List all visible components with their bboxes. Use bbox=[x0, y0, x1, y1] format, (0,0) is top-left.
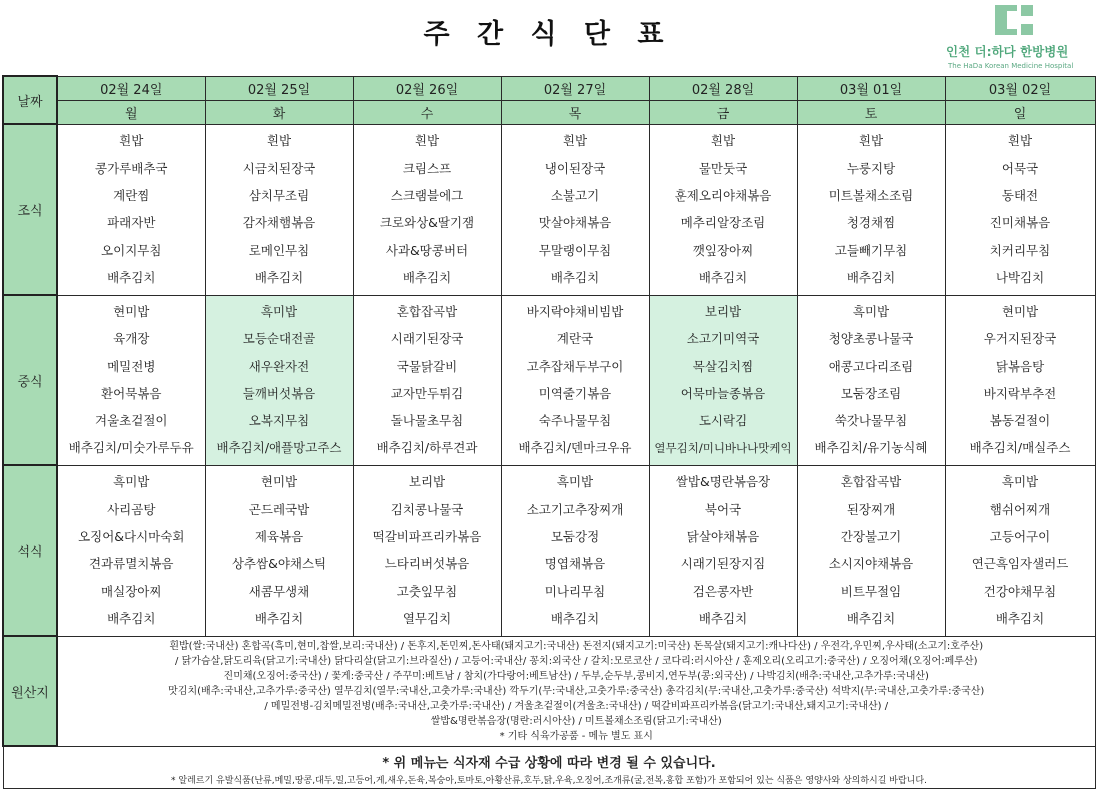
menu-item: 검은콩자반 bbox=[692, 583, 754, 599]
menu-item: 어묵마늘종볶음 bbox=[680, 385, 766, 401]
menu-item: 교자만두튀김 bbox=[390, 385, 464, 401]
menu-item: 흰밥 bbox=[1007, 133, 1033, 149]
menu-item: 흑미밥 bbox=[260, 304, 298, 320]
origin-label: 원산지 bbox=[3, 636, 57, 746]
date-cell: 03월 02일 bbox=[945, 76, 1095, 100]
lunch-cell bbox=[501, 295, 649, 465]
menu-item-list bbox=[650, 466, 797, 636]
menu-item: 새우완자전 bbox=[248, 358, 310, 374]
menu-item: 훈제오리야채볶음 bbox=[674, 187, 772, 203]
weekday-cell: 목 bbox=[501, 100, 649, 124]
menu-item: 현미밥 bbox=[260, 474, 298, 490]
menu-item: 보리밥 bbox=[704, 304, 742, 320]
menu-item-list bbox=[354, 466, 501, 636]
menu-item: 간장불고기 bbox=[840, 529, 902, 545]
menu-item: 배추김치 bbox=[254, 269, 304, 285]
menu-item: 진미채볶음 bbox=[989, 215, 1051, 231]
lunch-cell bbox=[945, 295, 1095, 465]
origin-info bbox=[57, 636, 1095, 746]
date-label: 날짜 bbox=[3, 76, 57, 124]
logo-subtitle: The HaDa Korean Medicine Hospital bbox=[948, 62, 1074, 70]
menu-item: 돌나물초무침 bbox=[390, 412, 464, 428]
menu-item: 배추김치 bbox=[698, 269, 748, 285]
menu-item: 명엽채볶음 bbox=[544, 556, 606, 572]
menu-item: 배추김치/덴마크우유 bbox=[518, 440, 632, 456]
menu-item: 환어묵볶음 bbox=[101, 385, 162, 401]
menu-item: 삼치무조림 bbox=[248, 187, 310, 203]
menu-item: 배추김치 bbox=[550, 611, 600, 627]
menu-item: 곤드레국밥 bbox=[248, 501, 310, 517]
menu-item: 고춧잎무침 bbox=[396, 583, 458, 599]
menu-item: 감자채햄볶음 bbox=[242, 215, 316, 231]
breakfast-cell bbox=[797, 124, 945, 295]
menu-item: 미역줄기볶음 bbox=[538, 385, 612, 401]
menu-item-list bbox=[58, 296, 205, 465]
menu-item-list bbox=[58, 125, 205, 295]
lunch-cell bbox=[797, 295, 945, 465]
notice-row bbox=[3, 746, 1095, 788]
date-cell: 02월 24일 bbox=[57, 76, 205, 100]
menu-item: 계란찜 bbox=[113, 187, 150, 203]
menu-item: 떡갈비파프리카볶음 bbox=[372, 529, 482, 545]
menu-item: 닭볶음탕 bbox=[995, 358, 1045, 374]
menu-item-list bbox=[206, 125, 353, 295]
date-cell: 02월 28일 bbox=[649, 76, 797, 100]
menu-item: 배추김치/유기농식혜 bbox=[814, 440, 928, 456]
dinner-cell bbox=[649, 465, 797, 636]
breakfast-cell bbox=[353, 124, 501, 295]
weekday-cell: 일 bbox=[945, 100, 1095, 124]
menu-item-list bbox=[206, 466, 353, 636]
menu-item: 매실장아찌 bbox=[101, 583, 162, 599]
menu-item: 소고기고추장찌개 bbox=[526, 501, 624, 517]
menu-item: 목살김치찜 bbox=[692, 358, 754, 374]
menu-item: 깻잎장아찌 bbox=[692, 242, 754, 258]
menu-item: 혼합잡곡밥 bbox=[840, 474, 902, 490]
menu-item: 미트볼채소조림 bbox=[828, 187, 914, 203]
menu-item: 견과류멸치볶음 bbox=[88, 556, 174, 572]
lunch-cell bbox=[353, 295, 501, 465]
dinner-cell bbox=[945, 465, 1095, 636]
menu-item: 연근흑임자샐러드 bbox=[971, 556, 1069, 572]
origin-row bbox=[3, 636, 1095, 746]
dinner-cell bbox=[501, 465, 649, 636]
menu-item: 메추리알장조림 bbox=[680, 215, 766, 231]
menu-item-list bbox=[650, 296, 797, 465]
menu-item: 크림스프 bbox=[402, 160, 452, 176]
menu-item: 동태전 bbox=[1001, 187, 1039, 203]
breakfast-label: 조식 bbox=[3, 124, 57, 295]
menu-item: 흰밥 bbox=[414, 133, 440, 149]
origin-line: * 기타 식육가공품 - 메뉴 별도 표시 bbox=[499, 730, 653, 742]
menu-item-list bbox=[798, 125, 945, 295]
menu-item: 청양초콩나물국 bbox=[828, 331, 914, 347]
menu-item: 흰밥 bbox=[266, 133, 292, 149]
breakfast-cell bbox=[205, 124, 353, 295]
menu-item: 배추김치/애플망고주스 bbox=[216, 440, 342, 456]
date-cell: 02월 26일 bbox=[353, 76, 501, 100]
menu-item: 닭살야채볶음 bbox=[686, 529, 760, 545]
menu-item: 배추김치 bbox=[402, 269, 452, 285]
menu-item: 맛살야채볶음 bbox=[538, 215, 612, 231]
menu-item: 현미밥 bbox=[113, 304, 150, 320]
weekday-cell: 수 bbox=[353, 100, 501, 124]
menu-item-list bbox=[798, 296, 945, 465]
menu-item: 봄동겉절이 bbox=[989, 412, 1051, 428]
menu-item: 스크램블에그 bbox=[390, 187, 464, 203]
menu-item: 배추김치/매실주스 bbox=[969, 440, 1071, 456]
breakfast-cell bbox=[945, 124, 1095, 295]
menu-item: 나박김치 bbox=[995, 269, 1045, 285]
dinner-cell bbox=[353, 465, 501, 636]
menu-item: 무말랭이무침 bbox=[538, 242, 612, 258]
menu-item: 계란국 bbox=[556, 331, 594, 347]
menu-item: 소시지야채볶음 bbox=[828, 556, 914, 572]
menu-item: 고들빼기무침 bbox=[834, 242, 908, 258]
menu-item: 흰밥 bbox=[858, 133, 884, 149]
menu-item-list bbox=[946, 296, 1095, 465]
menu-item: 비트무절임 bbox=[840, 583, 902, 599]
menu-item: 모둠장조림 bbox=[840, 385, 902, 401]
breakfast-cell bbox=[57, 124, 205, 295]
menu-item: 햄쉬어찌개 bbox=[989, 501, 1051, 517]
menu-item: 숙주나물무침 bbox=[538, 412, 612, 428]
menu-item: 흰밥 bbox=[710, 133, 736, 149]
menu-item: 냉이된장국 bbox=[544, 160, 606, 176]
lunch-cell bbox=[57, 295, 205, 465]
menu-item: 바지락부추전 bbox=[983, 385, 1057, 401]
hospital-logo bbox=[942, 2, 1092, 72]
menu-item: 국물닭갈비 bbox=[396, 358, 458, 374]
menu-item: 시금치된장국 bbox=[242, 160, 316, 176]
menu-item-list bbox=[650, 125, 797, 295]
menu-item-list bbox=[502, 466, 649, 636]
lunch-cell bbox=[205, 295, 353, 465]
menu-item: 도시락김 bbox=[698, 412, 748, 428]
menu-item: 오징어&다시마숙회 bbox=[78, 529, 185, 545]
menu-item: 시래기된장지짐 bbox=[680, 556, 766, 572]
menu-item-list bbox=[502, 296, 649, 465]
breakfast-row bbox=[3, 124, 1095, 295]
menu-item: 어묵국 bbox=[1001, 160, 1039, 176]
weekday-cell: 금 bbox=[649, 100, 797, 124]
weekday-row bbox=[3, 100, 1095, 124]
menu-item: 치커리무침 bbox=[989, 242, 1051, 258]
menu-item-list bbox=[946, 466, 1095, 636]
menu-item: 쌀밥&명란볶음장 bbox=[675, 474, 771, 490]
menu-item: 배추김치 bbox=[846, 611, 896, 627]
menu-item-list bbox=[206, 296, 353, 465]
menu-item: 오이지무침 bbox=[101, 242, 162, 258]
menu-item: 누룽지탕 bbox=[846, 160, 896, 176]
menu-item: 들깨버섯볶음 bbox=[242, 385, 316, 401]
origin-line: 흰밥(쌀:국내산) 혼합곡(흑미,현미,찹쌀,보리:국내산) / 돈후지,돈민찌,돈사태(돼지고기:국내산) 돈전지(돼지고기:미국산) 돈목살(돼지고기:캐나다산) / 우전각,우민찌,우사태(소고기:호주산) bbox=[169, 640, 984, 652]
menu-item: 북어국 bbox=[704, 501, 742, 517]
menu-item: 소불고기 bbox=[550, 187, 600, 203]
menu-item: 겨울초겉절이 bbox=[95, 412, 168, 428]
menu-item: 김치콩나물국 bbox=[390, 501, 464, 517]
menu-item: 보리밥 bbox=[408, 474, 446, 490]
menu-item: 흑미밥 bbox=[556, 474, 594, 490]
weekday-cell: 화 bbox=[205, 100, 353, 124]
menu-item: 애콩고다리조림 bbox=[828, 358, 914, 374]
origin-line: 맛김치(배추:국내산,고추가루:중국산) 열무김치(열무:국내산,고춧가루:국내산) 깍두기(무:국내산,고춧가루:중국산) 총각김치(무:국내산,고춧가루:중국산) 석박지(무:국내산,고춧가루:중국산) bbox=[168, 685, 985, 697]
date-cell: 02월 27일 bbox=[501, 76, 649, 100]
menu-item-list bbox=[798, 466, 945, 636]
menu-item: 모둠강정 bbox=[550, 529, 600, 545]
weekday-cell: 토 bbox=[797, 100, 945, 124]
menu-item-list bbox=[946, 125, 1095, 295]
date-cell: 03월 01일 bbox=[797, 76, 945, 100]
menu-item: 사과&땅콩버터 bbox=[385, 242, 469, 258]
menu-item: 배추김치 bbox=[550, 269, 600, 285]
weekday-cell: 월 bbox=[57, 100, 205, 124]
menu-item: 상추쌈&야채스틱 bbox=[231, 556, 327, 572]
menu-item: 배추김치 bbox=[254, 611, 304, 627]
menu-item: 흰밥 bbox=[119, 133, 144, 149]
menu-item: 된장찌개 bbox=[846, 501, 896, 517]
page-title: 주 간 식 단 표 bbox=[423, 19, 673, 50]
menu-item: 배추김치/하루견과 bbox=[376, 440, 478, 456]
menu-item: 육개장 bbox=[113, 331, 150, 347]
menu-item: 파래자반 bbox=[107, 215, 156, 231]
origin-line: 진미채(오징어:중국산) / 꽃게:중국산 / 주꾸미:베트남 / 참치(가다랑어:베트남산) / 두부,순두부,콩비지,연두부(콩:외국산) / 나박김치(배추:국내산,고추가루:국내산) bbox=[223, 670, 929, 682]
menu-item: 미나리무침 bbox=[544, 583, 606, 599]
menu-item: 메밀전병 bbox=[107, 358, 156, 374]
origin-line: 쌀밥&명란볶음장(명란:러시아산) / 미트볼채소조림(닭고기:국내산) bbox=[430, 715, 722, 727]
menu-item-list bbox=[58, 466, 205, 636]
logo-name: 인천 더:하다 한방병원 bbox=[946, 44, 1069, 59]
menu-item: 혼합잡곡밥 bbox=[396, 304, 458, 320]
dinner-label: 석식 bbox=[3, 465, 57, 636]
menu-item: 배추김치 bbox=[846, 269, 896, 285]
breakfast-cell bbox=[501, 124, 649, 295]
menu-item: 로메인무침 bbox=[248, 242, 310, 258]
menu-item: 흰밥 bbox=[562, 133, 588, 149]
menu-item: 건강야채무침 bbox=[983, 583, 1057, 599]
menu-item: 우거지된장국 bbox=[983, 331, 1057, 347]
menu-item: 모등순대전골 bbox=[242, 331, 316, 347]
date-row bbox=[3, 76, 1095, 100]
menu-item: 배추김치 bbox=[995, 611, 1045, 627]
dinner-cell bbox=[57, 465, 205, 636]
notice-main: * 위 메뉴는 식자재 수급 상황에 따라 변경 될 수 있습니다. bbox=[382, 755, 716, 771]
origin-line: / 메밀전병-김치메밀전병(배추:국내산,고춧가루:국내산) / 겨울초겉절이(겨울초:국내산) / 떡갈비파프리카볶음(닭고기:국내산,돼지고기:국내산) / bbox=[264, 700, 889, 712]
menu-item: 흑미밥 bbox=[852, 304, 890, 320]
menu-item: 느타리버섯볶음 bbox=[384, 556, 470, 572]
menu-item: 물만둣국 bbox=[698, 160, 748, 176]
lunch-cell bbox=[649, 295, 797, 465]
menu-item: 고추잡채두부구이 bbox=[526, 358, 624, 374]
origin-line: / 닭가슴살,닭도리육(닭고기:국내산) 닭다리살(닭고기:브라질산) / 고등어:국내산/ 꽁치:외국산 / 갈치:모로코산 / 코다리:러시아산 / 훈제오리(오리고기:중국산) / 오징어채(오징어:페루산) bbox=[175, 655, 978, 667]
menu-item: 소고기미역국 bbox=[686, 331, 760, 347]
logo-mark-icon bbox=[995, 5, 1037, 35]
menu-item-list bbox=[502, 125, 649, 295]
menu-item: 흑미밥 bbox=[113, 474, 150, 490]
lunch-label: 중식 bbox=[3, 295, 57, 465]
menu-item: 배추김치 bbox=[107, 269, 156, 285]
allergy-notice: * 알레르기 유발식품(난류,메밀,땅콩,대두,밀,고등어,게,새우,돈육,복숭아,토마토,아황산류,호두,닭,우육,오징어,조개류(굴,전복,홍합 포함)가 포함되어 있는 식품은 영양사와 상의하시길 바랍니다. bbox=[171, 775, 927, 786]
breakfast-cell bbox=[649, 124, 797, 295]
menu-item-list bbox=[354, 296, 501, 465]
menu-item: 열무김치/미니바나나맛케익 bbox=[654, 441, 792, 456]
menu-item: 제육볶음 bbox=[254, 529, 304, 545]
menu-item: 현미밥 bbox=[1001, 304, 1039, 320]
notice bbox=[3, 746, 1095, 788]
menu-item: 새콤무생채 bbox=[248, 583, 310, 599]
menu-item: 고등어구이 bbox=[989, 529, 1051, 545]
weekly-menu-table bbox=[2, 75, 1096, 789]
date-cell: 02월 25일 bbox=[205, 76, 353, 100]
menu-item: 사리곰탕 bbox=[107, 501, 156, 517]
lunch-row bbox=[3, 295, 1095, 465]
dinner-cell bbox=[797, 465, 945, 636]
menu-item: 청경채찜 bbox=[846, 215, 896, 231]
dinner-row bbox=[3, 465, 1095, 636]
menu-item: 흑미밥 bbox=[1001, 474, 1039, 490]
menu-item: 배추김치 bbox=[107, 611, 156, 627]
menu-item-list bbox=[354, 125, 501, 295]
menu-item: 크로와상&딸기잼 bbox=[379, 215, 475, 231]
menu-item: 배추김치/미숫가루두유 bbox=[68, 440, 194, 456]
menu-item: 시래기된장국 bbox=[390, 331, 464, 347]
menu-item: 열무김치 bbox=[402, 611, 452, 627]
menu-item: 바지락야채비빔밥 bbox=[526, 304, 624, 320]
menu-item: 오복지무침 bbox=[248, 412, 310, 428]
menu-item: 배추김치 bbox=[698, 611, 748, 627]
menu-item: 쑥갓나물무침 bbox=[834, 412, 908, 428]
dinner-cell bbox=[205, 465, 353, 636]
menu-item: 콩가루배추국 bbox=[95, 160, 168, 176]
